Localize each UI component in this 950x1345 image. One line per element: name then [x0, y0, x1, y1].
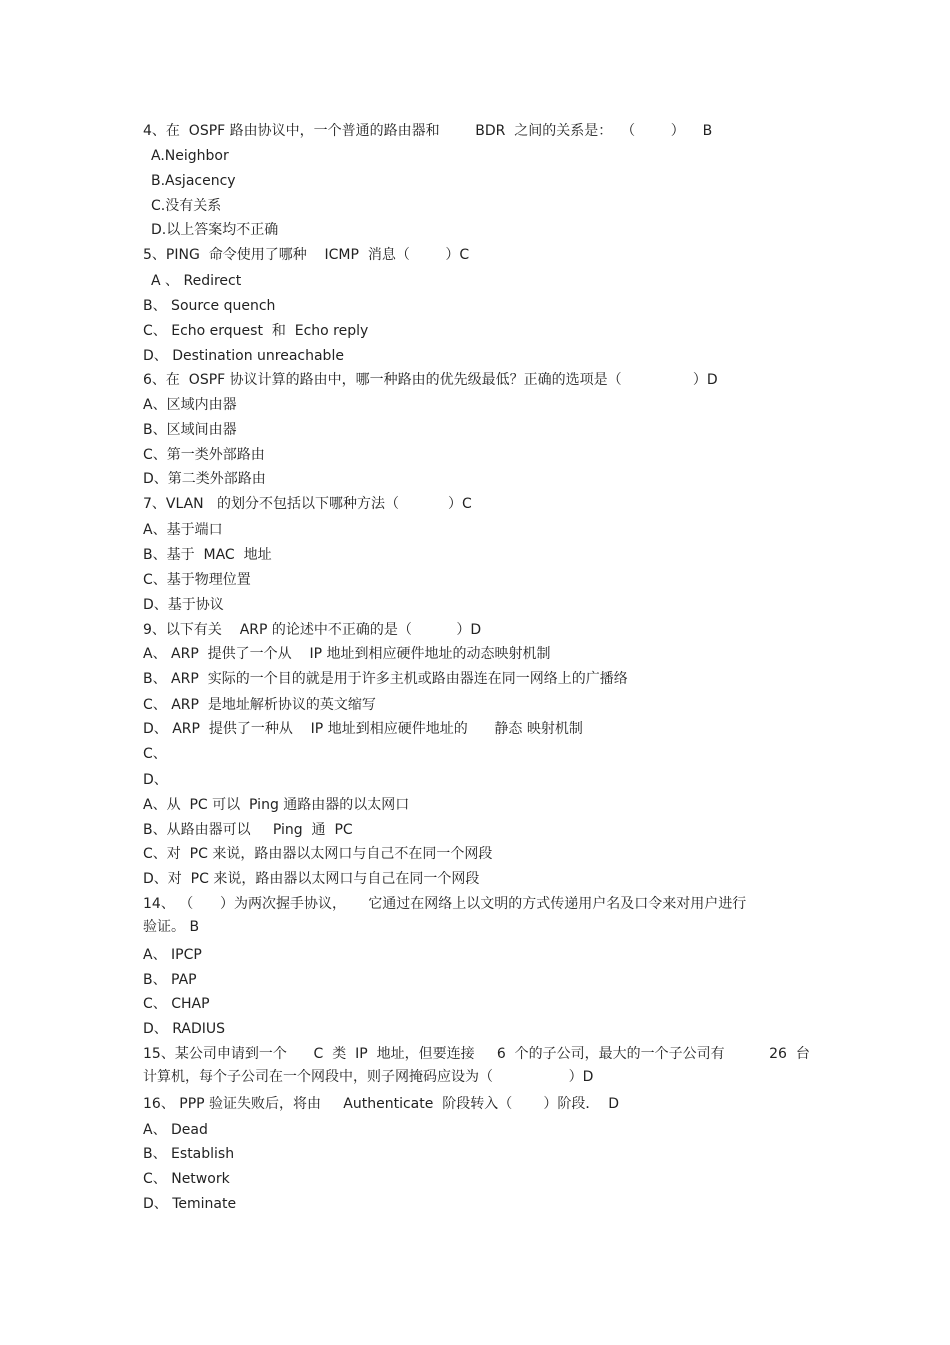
- option-line: C.没有关系: [151, 198, 222, 214]
- option-line: A、区域内由器: [143, 397, 237, 413]
- option-line: B.Asjacency: [151, 173, 236, 189]
- option-line: A、 ARP 提供了一个从 IP 地址到相应硬件地址的动态映射机制: [143, 646, 551, 662]
- option-line: A、 Dead: [143, 1122, 208, 1138]
- option-line: A、从 PC 可以 Ping 通路由器的以太网口: [143, 797, 410, 813]
- option-line: C、 Network: [143, 1171, 230, 1187]
- option-line: A 、 Redirect: [151, 273, 242, 289]
- question-15-continued: 计算机，每个子公司在一个网段中，则子网掩码应设为（ ）D: [143, 1069, 594, 1085]
- option-line: D、 Teminate: [143, 1196, 237, 1212]
- option-line: C、第一类外部路由: [143, 447, 265, 463]
- option-line: B、 Source quench: [143, 298, 276, 314]
- option-line: B、基于 MAC 地址: [143, 547, 272, 563]
- option-line: B、 ARP 实际的一个目的就是用于许多主机或路由器连在同一网络上的广播络: [143, 671, 628, 687]
- option-line: C、 ARP 是地址解析协议的英文缩写: [143, 697, 376, 713]
- option-line: B、区域间由器: [143, 422, 237, 438]
- option-line: C、基于物理位置: [143, 572, 251, 588]
- option-line: C、 Echo erquest 和 Echo reply: [143, 323, 369, 339]
- option-line: C、: [143, 746, 167, 762]
- option-line: A、基于端口: [143, 522, 223, 538]
- option-line: D、 Destination unreachable: [143, 348, 344, 364]
- question-14-continued: 验证。 B: [143, 919, 200, 935]
- question-7: 7、VLAN 的划分不包括以下哪种方法（ ）C: [143, 496, 472, 512]
- option-line: B、 Establish: [143, 1146, 235, 1162]
- option-line: D、 RADIUS: [143, 1021, 226, 1037]
- option-line: D.以上答案均不正确: [151, 222, 279, 238]
- question-6: 6、在 OSPF 协议计算的路由中，哪一种路由的优先级最低？正确的选项是（ ）D: [143, 372, 718, 388]
- option-line: D、第二类外部路由: [143, 471, 266, 487]
- option-line: D、对 PC 来说，路由器以太网口与自己在同一个网段: [143, 871, 480, 887]
- question-16: 16、 PPP 验证失败后，将由 Authenticate 阶段转入（ ）阶段． D: [143, 1096, 620, 1112]
- question-15: 15、某公司申请到一个 C 类 IP 地址，但要连接 6 个的子公司，最大的一个子公司有 26 台: [143, 1046, 810, 1062]
- option-line: B、 PAP: [143, 972, 197, 988]
- option-line: A、 IPCP: [143, 947, 202, 963]
- question-9: 9、以下有关 ARP 的论述中不正确的是（ ）D: [143, 622, 482, 638]
- option-line: D、: [143, 772, 168, 788]
- question-5: 5、PING 命令使用了哪种 ICMP 消息（ ）C: [143, 247, 470, 263]
- option-line: C、对 PC 来说，路由器以太网口与自己不在同一个网段: [143, 846, 493, 862]
- option-line: D、 ARP 提供了一种从 IP 地址到相应硬件地址的 静态 映射机制: [143, 721, 583, 737]
- option-line: B、从路由器可以 Ping 通 PC: [143, 822, 353, 838]
- question-14: 14、 （ ）为两次握手协议， 它通过在网络上以文明的方式传递用户名及口令来对用户进行: [143, 896, 747, 912]
- question-4: 4、在 OSPF 路由协议中，一个普通的路由器和 BDR 之间的关系是： （ ） B: [143, 123, 713, 139]
- option-line: A.Neighbor: [151, 148, 229, 164]
- option-line: D、基于协议: [143, 597, 224, 613]
- option-line: C、 CHAP: [143, 996, 210, 1012]
